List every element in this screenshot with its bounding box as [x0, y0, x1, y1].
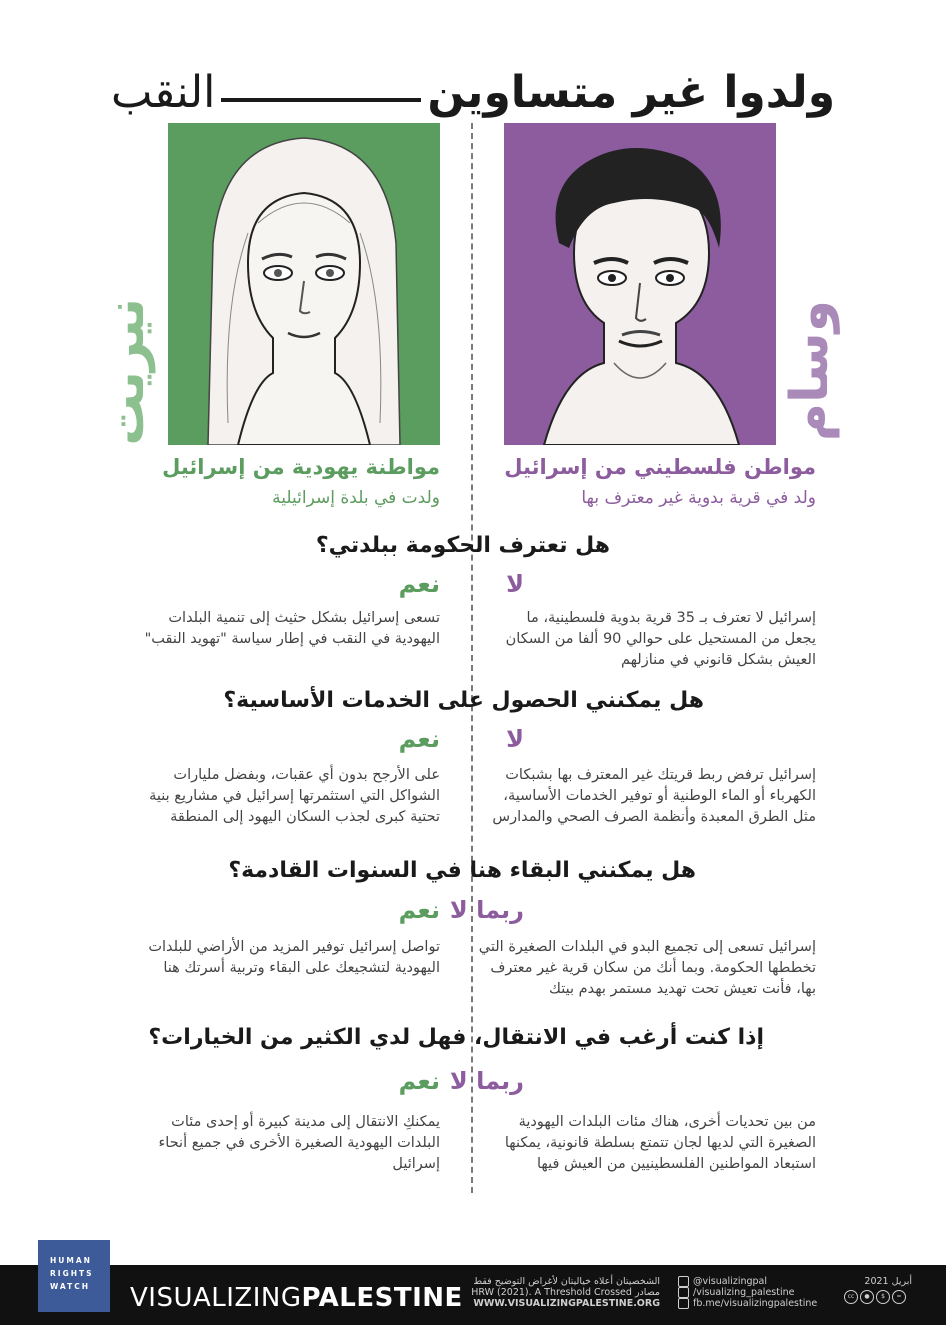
body-line: إسرائيل لا تعترف بـ 35 قرية بدوية فلسطينية، ما: [526, 610, 816, 626]
cc-license-icons: [844, 1290, 906, 1304]
portrait-nirit: [168, 123, 440, 445]
body-4-left: [90, 1112, 440, 1175]
man-portrait-illustration: [504, 123, 776, 445]
page-title: [90, 48, 856, 118]
name-wisam: وسام: [780, 300, 840, 442]
body-line: اليهودية لتشجيعك على البقاء وتربية أسرتك هنا: [163, 960, 440, 976]
body-line: مثل الطرق المعبدة وأنظمة الصرف الصحي والمدارس: [492, 809, 816, 825]
nc-icon: $: [876, 1290, 890, 1304]
hrw-logo-line: WATCH: [50, 1282, 91, 1291]
body-line: تسعى إسرائيل بشكل حثيث إلى تنمية البلدات: [168, 610, 440, 626]
person-right-title: مواطن فلسطيني من إسرائيل: [504, 455, 816, 479]
question-3: هل يمكنني البقاء هنا في السنوات القادمة؟: [228, 858, 696, 883]
answer-3-left: نعم: [398, 896, 440, 924]
answer-1-left: نعم: [398, 570, 440, 598]
cc-icon: cc: [844, 1290, 858, 1304]
social-text: /visualizing_palestine: [693, 1287, 795, 1298]
visualizing-palestine-logo: [130, 1283, 463, 1313]
body-line: يمكنكِ الانتقال إلى مدينة كبيرة أو إحدى مئات: [171, 1114, 440, 1130]
hrw-logo: [38, 1240, 110, 1312]
title-bold: ولدوا غير متساوين: [427, 67, 836, 118]
body-line: العيش بشكل قانوني في منازلهم: [620, 652, 816, 668]
body-1-left: [90, 608, 440, 650]
question-2: هل يمكنني الحصول على الخدمات الأساسية؟: [223, 688, 704, 713]
answer-1-right: لا: [506, 570, 524, 598]
body-line: استبعاد المواطنين الفلسطينيين من العيش فيها: [537, 1156, 816, 1172]
body-1-right: [466, 608, 816, 671]
question-1: هل تعترف الحكومة ببلدتي؟: [315, 533, 610, 558]
logo-light: VISUALIZING: [130, 1283, 302, 1313]
facebook-icon: [678, 1298, 689, 1309]
instagram-icon: [678, 1287, 689, 1298]
answer-4-right: ربما لا: [449, 1067, 524, 1095]
title-light: النقب: [110, 67, 216, 118]
body-line: اليهودية في النقب في إطار سياسة "تهويد النقب": [144, 631, 440, 647]
body-line: إسرائيل: [392, 1156, 440, 1172]
body-3-right: [466, 937, 816, 1000]
body-line: البلدات اليهودية الصغيرة الأخرى في جميع أنحاء: [158, 1135, 440, 1151]
footer-note-line: مصادر HRW (2021). A Threshold Crossed: [471, 1287, 660, 1298]
footer-note: [448, 1276, 660, 1309]
question-4: إذا كنت أرغب في الانتقال، فهل لدي الكثير من الخيارات؟: [148, 1025, 764, 1050]
person-left-subtitle: ولدت في بلدة إسرائيلية: [272, 488, 440, 508]
social-text: @visualizingpal: [693, 1276, 768, 1287]
by-icon: ●: [860, 1290, 874, 1304]
body-line: على الأرجح بدون أي عقبات، وبفضل مليارات: [173, 767, 440, 783]
body-line: الشواكل التي استثمرتها إسرائيل في مشاريع بنية: [149, 788, 440, 804]
answer-2-right: لا: [506, 725, 524, 753]
social-text: fb.me/visualizingpalestine: [693, 1298, 818, 1309]
person-left-title: مواطنة يهودية من إسرائيل: [162, 455, 440, 479]
hrw-logo-line: RIGHTS: [50, 1269, 94, 1278]
body-line: تحتية كبرى لجذب السكان اليهود إلى المنطقة: [170, 809, 440, 825]
answer-4-left: نعم: [398, 1067, 440, 1095]
body-line: إسرائيل تسعى إلى تجميع البدو في البلدات الصغيرة التي: [478, 939, 816, 955]
body-line: إسرائيل ترفض ربط قريتك غير المعترف بها بشبكات: [505, 767, 816, 783]
body-line: تواصل إسرائيل توفير المزيد من الأراضي للبلدات: [148, 939, 440, 955]
logo-bold: PALESTINE: [301, 1283, 463, 1313]
social-facebook[interactable]: [678, 1298, 838, 1309]
twitter-icon: [678, 1276, 689, 1287]
body-line: الكهرباء أو الماء الوطنية أو توفير الخدمات الأساسية،: [503, 788, 816, 804]
answer-2-left: نعم: [398, 725, 440, 753]
body-line: بها، فأنت تعيش تحت تهديد مستمر بهدم بيتك: [549, 981, 816, 997]
body-line: يجعل من المستحيل على حوالي 90 ألفا من السكان: [505, 631, 816, 647]
name-nirit: نيريت: [96, 298, 156, 446]
footer-date: أبريل 2021: [864, 1276, 912, 1287]
body-line: تخططها الحكومة. وبما أنك من سكان قرية غير معترف: [490, 960, 816, 976]
footer-website-link[interactable]: WWW.VISUALIZINGPALESTINE.ORG: [473, 1298, 660, 1309]
body-4-right: [466, 1112, 816, 1175]
social-twitter[interactable]: [678, 1276, 838, 1287]
body-line: الصغيرة التي لديها لجان تتمتع بسلطة قانونية، يمكنها: [504, 1135, 816, 1151]
hrw-logo-line: HUMAN: [50, 1256, 92, 1265]
body-2-left: [90, 765, 440, 828]
body-3-left: [90, 937, 440, 979]
woman-portrait-illustration: [168, 123, 440, 445]
portrait-wisam: [504, 123, 776, 445]
nd-icon: =: [892, 1290, 906, 1304]
footer-note-line: الشخصيتان أعلاه خياليتان لأغراض التوضيح فقط: [473, 1276, 660, 1287]
person-right-subtitle: ولد في قرية بدوية غير معترف بها: [581, 488, 816, 508]
body-2-right: [466, 765, 816, 828]
title-line: [221, 98, 421, 102]
body-line: من بين تحديات أخرى، هناك مئات البلدات اليهودية: [518, 1114, 816, 1130]
social-instagram[interactable]: [678, 1287, 838, 1298]
footer-social: [678, 1276, 838, 1309]
answer-3-right: ربما لا: [449, 896, 524, 924]
